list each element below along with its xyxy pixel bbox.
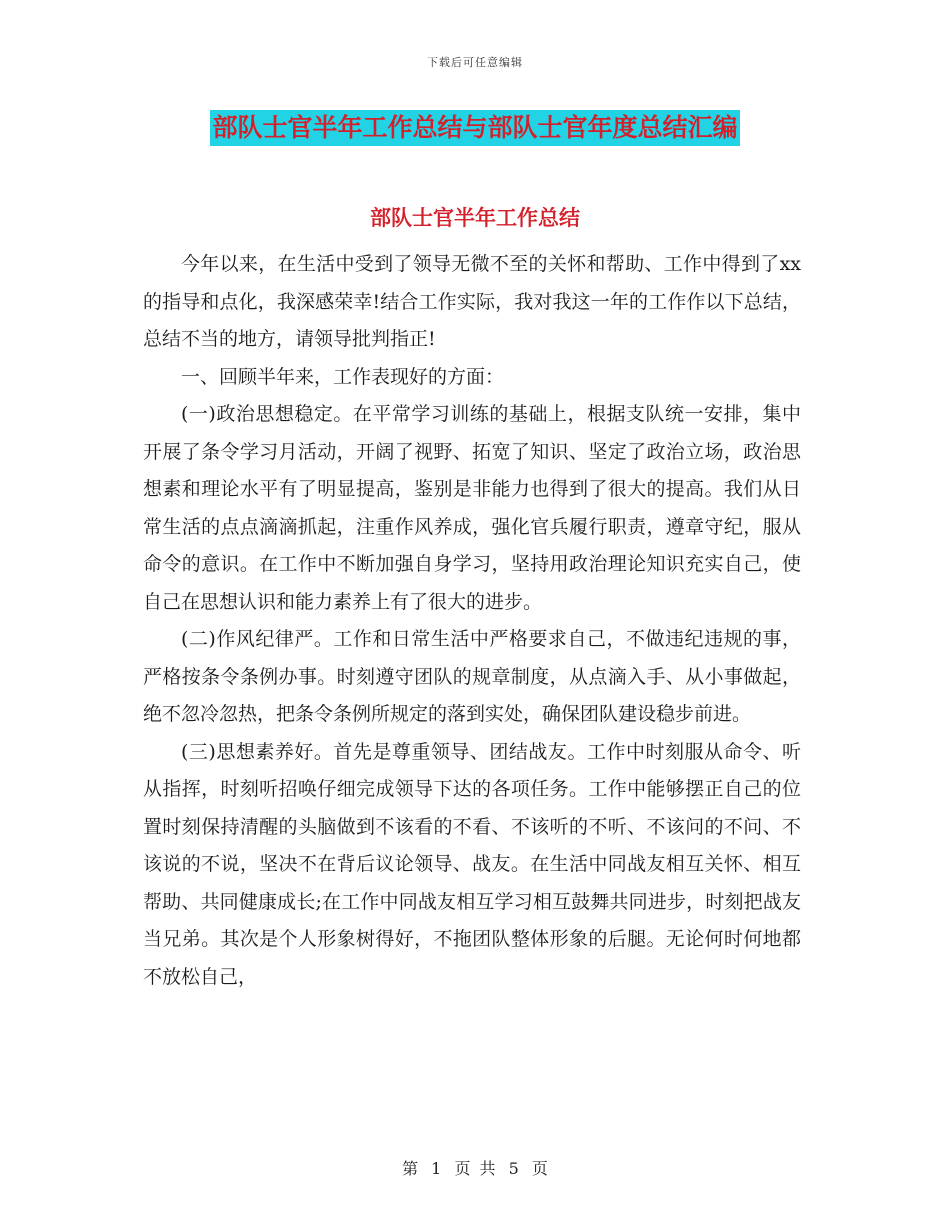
- current-page-number: 1: [431, 1159, 442, 1178]
- document-title-text: 部队士官半年工作总结与部队士官年度总结汇编: [210, 110, 739, 146]
- page-footer: [0, 1156, 950, 1179]
- paragraph: (三)思想素养好。首先是尊重领导、团结战友。工作中时刻服从命令、听从指挥，时刻听招唤仔细完成领导下达的各项任务。工作中能够摆正自己的位置时刻保持清醒的头脑做到不该看的不看、不该听的不听、不该问的不问、不该说的不说，坚决不在背后议论领导、战友。在生活中同战友相互关怀、相互帮助、共同健康成长;在工作中同战友相互学习相互鼓舞共同进步，时刻把战友当兄弟。其次是个人形象树得好，不拖团队整体形象的后腿。无论何时何地都不放松自己，: [143, 740, 801, 988]
- page-label-prefix: 第: [402, 1159, 419, 1178]
- paragraph: 一、回顾半年来，工作表现好的方面：: [181, 365, 505, 388]
- header-note: 下载后可任意编辑: [427, 56, 523, 69]
- document-title: [0, 110, 950, 146]
- page-label-suffix: 页: [531, 1159, 548, 1178]
- paragraph: (一)政治思想稳定。在平常学习训练的基础上，根据支队统一安排，集中开展了条令学习月活动，开阔了视野、拓宽了知识、坚定了政治立场，政治思想素和理论水平有了明显提高，鉴别是非能力也得到了很大的提高。我们从日常生活的点点滴滴抓起，注重作风养成，强化官兵履行职责，遵章守纪，服从命令的意识。在工作中不断加强自身学习，坚持用政治理论知识充实自己，使自己在思想认识和能力素养上有了很大的进步。: [143, 403, 801, 613]
- paragraph: 今年以来，在生活中受到了领导无微不至的关怀和帮助、工作中得到了xx的指导和点化，我深感荣幸!结合工作实际，我对我这一年的工作作以下总结，总结不当的地方，请领导批判指正!: [143, 253, 801, 350]
- page-label-mid: 页 共: [454, 1159, 496, 1178]
- section-title: 部队士官半年工作总结: [370, 206, 580, 230]
- paragraph: (二)作风纪律严。工作和日常生活中严格要求自己，不做违纪违规的事，严格按条令条例办事。时刻遵守团队的规章制度，从点滴入手、从小事做起，绝不忽冷忽热，把条令条例所规定的落到实处，确保团队建设稳步前进。: [143, 628, 801, 725]
- total-pages-number: 5: [508, 1159, 519, 1178]
- document-body: [143, 246, 801, 996]
